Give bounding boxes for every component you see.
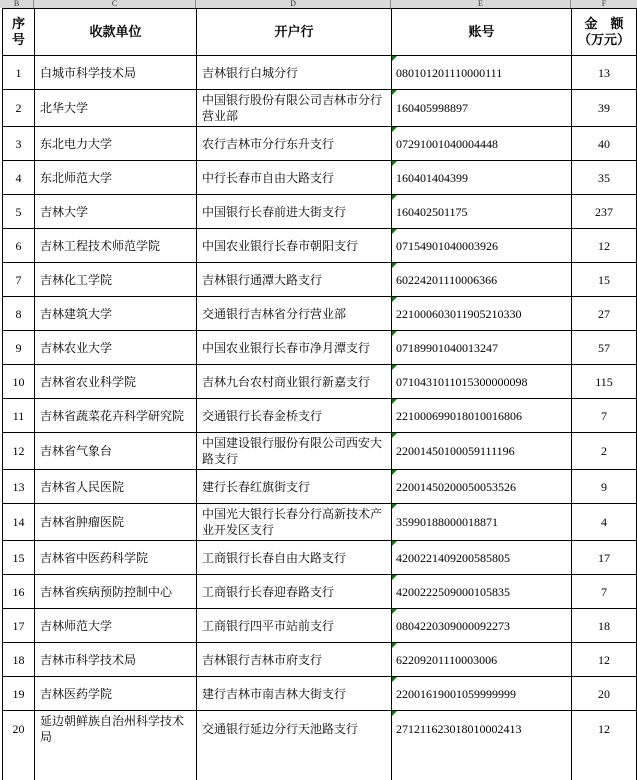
payee-text: 吉林工程技术师范学院 xyxy=(40,238,161,253)
bank-text: 中国光大银行长春分行高新技术产业开发区支行 xyxy=(202,507,383,537)
cell-bank[interactable] xyxy=(197,541,392,574)
green-triangle-icon xyxy=(392,504,397,509)
cell-bank[interactable] xyxy=(197,56,392,89)
cell-no[interactable]: 17 xyxy=(3,609,35,642)
empty-cell[interactable] xyxy=(197,747,392,780)
table-row xyxy=(3,504,636,541)
cell-bank[interactable] xyxy=(197,229,392,262)
bank-text: 吉林九台农村商业银行新嘉支行 xyxy=(202,374,371,389)
cell-account[interactable] xyxy=(392,56,572,89)
bank-text: 工商银行长春自由大路支行 xyxy=(202,550,347,565)
cell-bank[interactable] xyxy=(197,711,392,747)
cell-account[interactable] xyxy=(392,90,572,126)
cell-no[interactable]: 19 xyxy=(3,677,35,710)
bank-text: 交通银行长春金桥支行 xyxy=(202,408,323,423)
cell-no[interactable]: 15 xyxy=(3,541,35,574)
green-triangle-icon xyxy=(392,331,397,336)
payee-text: 北华大学 xyxy=(40,101,89,115)
cell-bank[interactable] xyxy=(197,297,392,330)
cell-bank[interactable] xyxy=(197,433,392,469)
bank-text: 中国农业银行长春市净月潭支行 xyxy=(202,340,371,355)
table-row xyxy=(3,711,636,747)
cell-account[interactable] xyxy=(392,127,572,160)
column-letter-C[interactable]: C xyxy=(34,0,196,8)
column-letter-D[interactable]: D xyxy=(196,0,391,8)
table-row xyxy=(3,331,636,365)
table-row xyxy=(3,365,636,399)
cell-account[interactable] xyxy=(392,365,572,398)
table-row xyxy=(3,399,636,433)
cell-account[interactable] xyxy=(392,331,572,364)
cell-amount[interactable]: 57 xyxy=(598,340,610,355)
account-text: 07291001040004448 xyxy=(396,136,498,151)
payee-text: 吉林省疾病预防控制中心 xyxy=(40,584,173,599)
cell-payee[interactable] xyxy=(35,90,197,126)
account-text: 07189901040013247 xyxy=(396,340,498,355)
table-row xyxy=(3,297,636,331)
cell-payee[interactable] xyxy=(35,541,197,574)
cell-no[interactable]: 18 xyxy=(3,643,35,676)
table-row xyxy=(3,575,636,609)
green-triangle-icon xyxy=(392,575,397,580)
cell-amount[interactable]: 13 xyxy=(598,65,610,80)
amount-header-line2: （万元） xyxy=(577,32,630,47)
amount-header-stack xyxy=(578,16,630,48)
payee-text: 吉林省气象台 xyxy=(40,444,113,458)
account-text: 22001450100059111196 xyxy=(396,444,515,458)
table-row xyxy=(3,677,636,711)
cell-bank[interactable] xyxy=(197,263,392,296)
account-text: 160401404399 xyxy=(396,170,468,185)
account-text: 080101201110000111 xyxy=(396,65,503,80)
header-row xyxy=(3,9,636,56)
cell-account[interactable] xyxy=(392,297,572,330)
table-row xyxy=(3,609,636,643)
cell-amount[interactable]: 237 xyxy=(595,204,613,219)
account-text: 0710431011015300000098 xyxy=(396,374,528,389)
cell-payee[interactable] xyxy=(35,161,197,194)
table-row xyxy=(3,56,636,90)
cell-account[interactable] xyxy=(392,229,572,262)
payee-text: 吉林建筑大学 xyxy=(40,306,113,321)
cell-no[interactable]: 16 xyxy=(3,575,35,608)
cell-payee[interactable] xyxy=(35,677,197,710)
bank-text: 工商银行四平市站前支行 xyxy=(202,618,335,633)
green-triangle-icon xyxy=(392,161,397,166)
account-text: 160402501175 xyxy=(396,204,468,219)
payments-table xyxy=(2,8,637,780)
bank-text: 中国建设银行服份有限公司西安大路支行 xyxy=(202,436,383,466)
payee-text: 吉林省农业科学院 xyxy=(40,374,137,389)
table-row xyxy=(3,90,636,127)
table-row xyxy=(3,541,636,575)
cell-account[interactable] xyxy=(392,677,572,710)
account-text: 271211623018010002413 xyxy=(396,722,522,736)
table-row xyxy=(3,195,636,229)
cell-amount[interactable]: 2 xyxy=(601,444,607,458)
column-letter-E[interactable]: E xyxy=(391,0,571,8)
table-row xyxy=(3,263,636,297)
cell-payee[interactable] xyxy=(35,365,197,398)
bank-text: 农行吉林市分行东升支行 xyxy=(202,136,335,151)
bank-text: 吉林银行吉林市府支行 xyxy=(202,652,323,667)
header-cell-amount[interactable] xyxy=(572,9,636,55)
cell-bank[interactable] xyxy=(197,677,392,710)
payee-text: 吉林省蔬菜花卉科学研究院 xyxy=(40,408,185,423)
cell-bank[interactable] xyxy=(197,161,392,194)
account-text: 35990188000018871 xyxy=(396,515,498,529)
column-letter-strip xyxy=(0,0,637,8)
payee-text: 吉林医药学院 xyxy=(40,686,113,701)
green-triangle-icon xyxy=(392,90,397,95)
account-text: 4200221409200585805 xyxy=(396,550,510,565)
cell-payee[interactable] xyxy=(35,711,197,747)
cell-no[interactable]: 4 xyxy=(3,161,35,194)
cell-bank[interactable] xyxy=(197,90,392,126)
payee-text: 白城市科学技术局 xyxy=(40,65,137,80)
payee-text: 吉林化工学院 xyxy=(40,272,113,287)
cell-no[interactable]: 1 xyxy=(3,56,35,89)
bank-text: 建行长春红旗街支行 xyxy=(202,479,311,494)
cell-amount[interactable]: 20 xyxy=(598,686,610,701)
cell-amount[interactable]: 15 xyxy=(598,272,610,287)
account-text: 4200222509000105835 xyxy=(396,584,510,599)
cell-no[interactable]: 8 xyxy=(3,297,35,330)
header-cell-payee[interactable]: 收款单位 xyxy=(35,9,197,55)
bank-text: 吉林银行白城分行 xyxy=(202,65,299,80)
cell-bank[interactable] xyxy=(197,504,392,540)
cell-no[interactable]: 20 xyxy=(3,711,35,747)
cell-bank[interactable] xyxy=(197,609,392,642)
cell-bank[interactable] xyxy=(197,195,392,228)
green-triangle-icon xyxy=(392,677,397,682)
cell-payee[interactable] xyxy=(35,575,197,608)
cell-account[interactable] xyxy=(392,575,572,608)
cell-payee[interactable] xyxy=(35,399,197,432)
cell-amount[interactable]: 12 xyxy=(598,238,610,253)
table-row xyxy=(3,470,636,504)
empty-cell[interactable] xyxy=(35,747,197,780)
partial-next-row xyxy=(3,747,636,780)
amount-header-line1: 金 额 xyxy=(584,16,624,31)
cell-account[interactable] xyxy=(392,195,572,228)
cell-no[interactable]: 6 xyxy=(3,229,35,262)
cell-payee[interactable] xyxy=(35,195,197,228)
cell-payee[interactable] xyxy=(35,433,197,469)
cell-account[interactable] xyxy=(392,399,572,432)
header-cell-bank[interactable]: 开户行 xyxy=(197,9,392,55)
payee-text: 东北电力大学 xyxy=(40,136,113,151)
green-triangle-icon xyxy=(392,609,397,614)
green-triangle-icon xyxy=(392,127,397,132)
table-body xyxy=(3,56,636,747)
cell-amount[interactable]: 27 xyxy=(598,306,610,321)
table-row xyxy=(3,161,636,195)
green-triangle-icon xyxy=(392,711,397,716)
account-text: 160405998897 xyxy=(396,101,468,115)
cell-amount[interactable]: 35 xyxy=(598,170,610,185)
green-triangle-icon xyxy=(392,470,397,475)
account-text: 22001619001059999999 xyxy=(396,686,516,701)
cell-amount[interactable]: 12 xyxy=(598,652,610,667)
payee-text: 吉林师范大学 xyxy=(40,618,113,633)
cell-bank[interactable] xyxy=(197,365,392,398)
cell-payee[interactable] xyxy=(35,229,197,262)
cell-payee[interactable] xyxy=(35,297,197,330)
header-cell-account[interactable]: 账号 xyxy=(392,9,572,55)
cell-account[interactable] xyxy=(392,609,572,642)
table-row xyxy=(3,433,636,470)
column-letter-F[interactable]: F xyxy=(601,0,607,8)
cell-payee[interactable] xyxy=(35,643,197,676)
green-triangle-icon xyxy=(392,399,397,404)
bank-text: 中国银行长春前进大街支行 xyxy=(202,204,347,219)
cell-no[interactable]: 2 xyxy=(3,90,35,126)
column-letter-B[interactable]: B xyxy=(0,0,34,8)
account-text: 221000699018010016806 xyxy=(396,408,522,423)
bank-text: 中国农业银行长春市朝阳支行 xyxy=(202,238,359,253)
cell-bank[interactable] xyxy=(197,470,392,503)
cell-amount[interactable]: 40 xyxy=(598,136,610,151)
cell-payee[interactable] xyxy=(35,470,197,503)
payee-text: 吉林省中医药科学院 xyxy=(40,550,149,565)
green-triangle-icon xyxy=(392,365,397,370)
cell-amount[interactable]: 115 xyxy=(595,374,613,389)
bank-text: 交通银行延边分行天池路支行 xyxy=(202,722,359,736)
bank-text: 建行吉林市南吉林大街支行 xyxy=(202,686,347,701)
account-text: 22001450200050053526 xyxy=(396,479,516,494)
cell-amount[interactable]: 7 xyxy=(601,408,607,423)
cell-account[interactable] xyxy=(392,643,572,676)
cell-amount[interactable]: 17 xyxy=(598,550,610,565)
cell-amount[interactable]: 39 xyxy=(598,101,610,115)
cell-no[interactable]: 12 xyxy=(3,433,35,469)
account-text: 07154901040003926 xyxy=(396,238,498,253)
cell-no[interactable]: 11 xyxy=(3,399,35,432)
payee-text: 吉林省肿瘤医院 xyxy=(40,515,125,529)
cell-payee[interactable] xyxy=(35,56,197,89)
bank-text: 中国银行股份有限公司吉林市分行营业部 xyxy=(202,93,383,123)
empty-cell[interactable] xyxy=(3,747,35,780)
cell-amount[interactable]: 9 xyxy=(601,479,607,494)
account-text: 60224201110006366 xyxy=(396,272,498,287)
green-triangle-icon xyxy=(392,195,397,200)
account-text: 0804220309000092273 xyxy=(396,618,510,633)
table-row xyxy=(3,229,636,263)
cell-account[interactable] xyxy=(392,263,572,296)
cell-no[interactable]: 13 xyxy=(3,470,35,503)
header-cell-no[interactable]: 序号 xyxy=(3,9,35,55)
table-row xyxy=(3,127,636,161)
payee-text: 吉林市科学技术局 xyxy=(40,652,137,667)
cell-no[interactable]: 3 xyxy=(3,127,35,160)
empty-cell[interactable] xyxy=(572,747,636,780)
cell-no[interactable]: 7 xyxy=(3,263,35,296)
green-triangle-icon xyxy=(392,433,397,438)
cell-account[interactable] xyxy=(392,711,572,747)
green-triangle-icon xyxy=(392,541,397,546)
green-triangle-icon xyxy=(392,643,397,648)
cell-payee[interactable] xyxy=(35,263,197,296)
payee-text: 东北师范大学 xyxy=(40,170,113,185)
bank-text: 工商银行长春迎春路支行 xyxy=(202,584,335,599)
cell-no[interactable]: 10 xyxy=(3,365,35,398)
green-triangle-icon xyxy=(392,263,397,268)
cell-bank[interactable] xyxy=(197,575,392,608)
cell-bank[interactable] xyxy=(197,399,392,432)
cell-payee[interactable] xyxy=(35,504,197,540)
cell-amount[interactable]: 7 xyxy=(601,584,607,599)
cell-bank[interactable] xyxy=(197,643,392,676)
bank-text: 交通银行吉林省分行营业部 xyxy=(202,306,347,321)
cell-account[interactable] xyxy=(392,504,572,540)
bank-text: 中行长春市自由大路支行 xyxy=(202,170,335,185)
cell-payee[interactable] xyxy=(35,331,197,364)
cell-amount[interactable]: 12 xyxy=(598,722,610,736)
account-text: 221000603011905210330 xyxy=(396,306,522,321)
green-triangle-icon xyxy=(392,229,397,234)
cell-bank[interactable] xyxy=(197,331,392,364)
table-row xyxy=(3,643,636,677)
cell-account[interactable] xyxy=(392,433,572,469)
payee-text: 吉林省人民医院 xyxy=(40,479,125,494)
cell-no[interactable]: 5 xyxy=(3,195,35,228)
green-triangle-icon xyxy=(392,297,397,302)
cell-payee[interactable] xyxy=(35,609,197,642)
payee-text: 延边朝鲜族自治州科学技术局 xyxy=(40,714,185,744)
bank-text: 吉林银行通潭大路支行 xyxy=(202,272,323,287)
cell-amount[interactable]: 4 xyxy=(601,515,607,529)
empty-cell[interactable] xyxy=(392,747,572,780)
green-triangle-icon xyxy=(392,56,397,61)
cell-account[interactable] xyxy=(392,161,572,194)
cell-bank[interactable] xyxy=(197,127,392,160)
cell-account[interactable] xyxy=(392,541,572,574)
cell-account[interactable] xyxy=(392,470,572,503)
payee-text: 吉林农业大学 xyxy=(40,340,113,355)
payee-text: 吉林大学 xyxy=(40,204,89,219)
cell-no[interactable]: 14 xyxy=(3,504,35,540)
cell-payee[interactable] xyxy=(35,127,197,160)
cell-no[interactable]: 9 xyxy=(3,331,35,364)
cell-amount[interactable]: 18 xyxy=(598,618,610,633)
account-text: 62209201110003006 xyxy=(396,652,498,667)
